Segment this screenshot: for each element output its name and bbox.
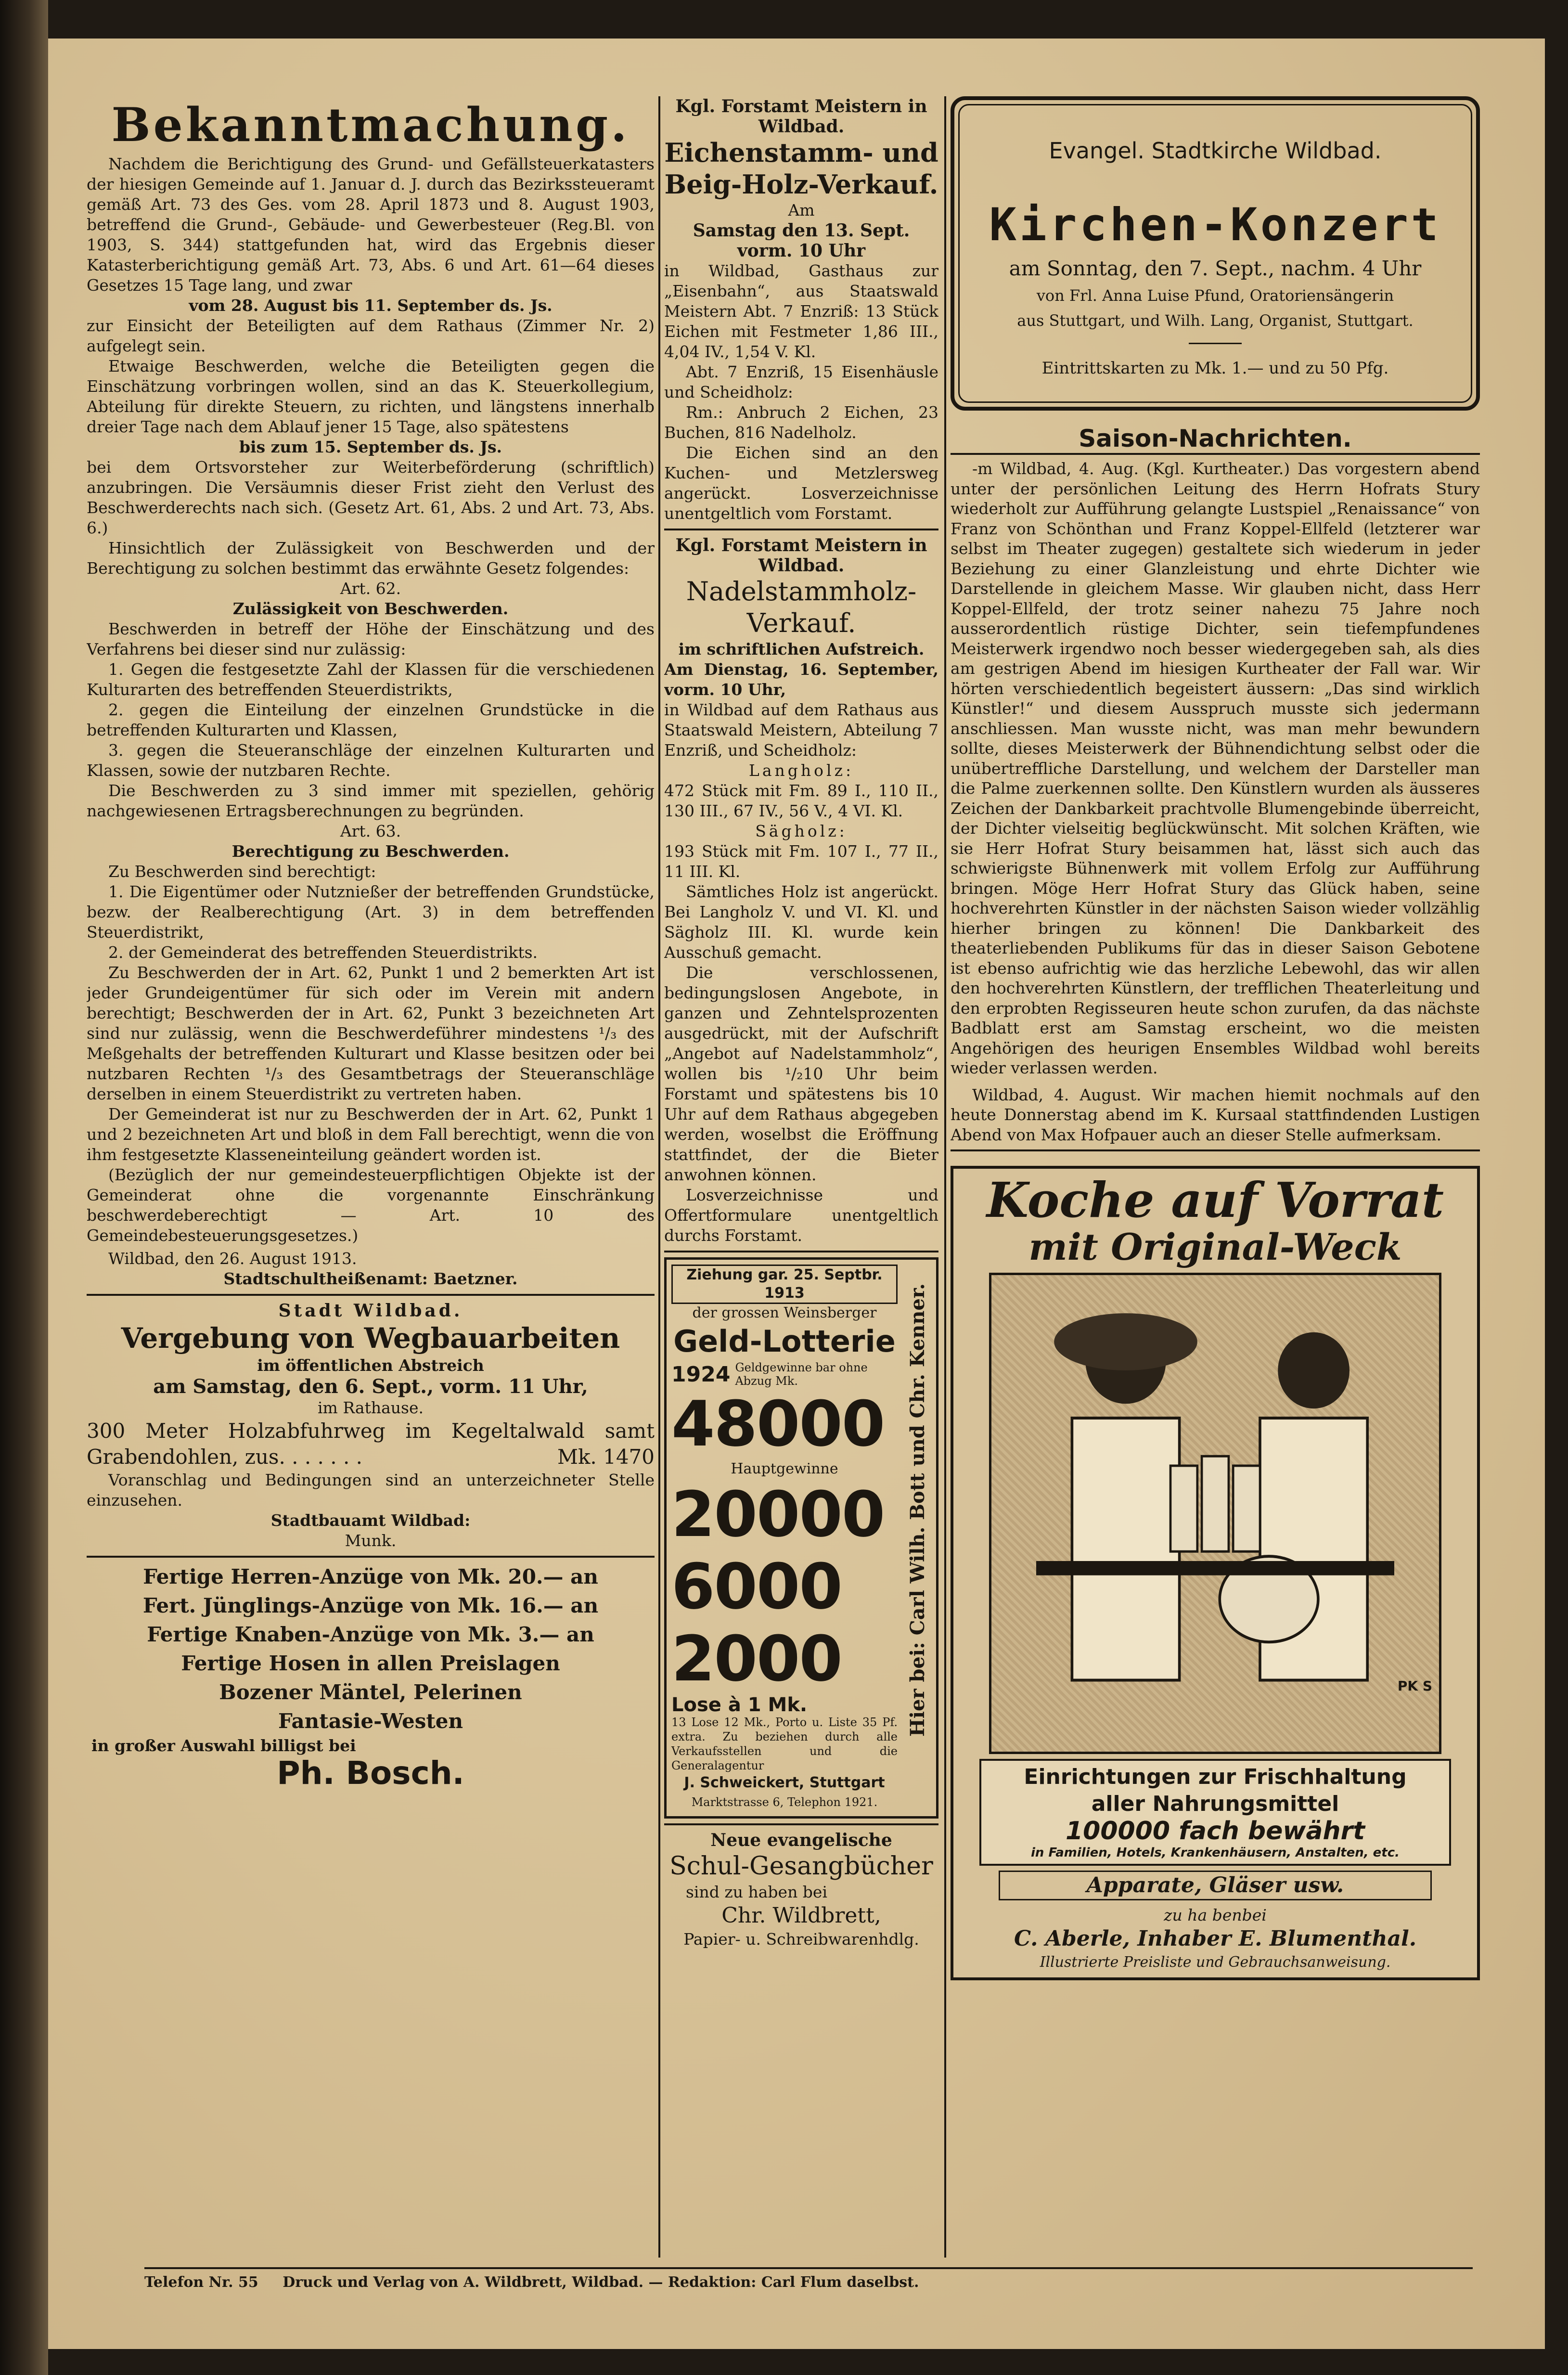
- divider: [664, 1251, 938, 1252]
- divider: [664, 529, 938, 530]
- ad-text: Die verschlossenen, bedingungslosen Angebote, in ganzen und Zehntelsprozenten ausgedrückt, mit der Aufschrift „Angebot auf Nadelstammholz“, wollen bis ¹/₂10 Uhr beim Forstamt und spätestens bis 10 Uhr auf dem Rathaus abgegeben werden, woselbst die Eröffnung stattfindet, der die Bieter anwohnen können.: [664, 963, 938, 1184]
- article-number: Art. 63.: [340, 822, 401, 840]
- concert-ad: [951, 96, 1480, 411]
- footer-telephone: Telefon Nr. 55: [144, 2274, 258, 2291]
- lottery-prize: 6000: [671, 1550, 842, 1623]
- lottery-subtitle: der grossen Weinsberger: [692, 1304, 877, 1321]
- weck-artist-mark: PK S: [1397, 1678, 1432, 1694]
- clothing-ad-line: Fertige Knaben-Anzüge von Mk. 3.— an: [147, 1623, 594, 1646]
- announcement-paragraph: Etwaige Beschwerden, welche die Beteiligten gegen die Einschätzung vorbringen wollen, sind an das K. Steuerkollegium, Abteilung für direkte Steuern, zu richten, und längstens innerhalb dreier Tage nach dem Ablauf jener 15 Tage, also spätestens: [87, 357, 655, 436]
- lottery-prize-main: 48000: [671, 1387, 885, 1460]
- weck-banner-line: 100000 fach bewährt: [1066, 1817, 1365, 1846]
- weck-banner-line: Einrichtungen zur Frischhaltung: [1024, 1765, 1407, 1789]
- ad-header: Kgl. Forstamt Meistern in Wildbad.: [675, 96, 927, 137]
- announcement-paragraph: Zu Beschwerden der in Art. 62, Punkt 1 und 2 bemerkten Art ist jeder Grundeigentümer für sich oder im Verein mit andern berechtigt; Beschwerden der in Art. 62, Punkt 3 bezeichneten Art sind nur zulässig, wenn die Beschwerdeführer mindestens ¹/₃ des Meßgehalts der betreffenden Kulturart und Klasse besitzen oder bei nutzbaren Rechten ¹/₃ des Gesamtbetrags der Steueranschläge derselben in einem Steuerdistrikt zu vertreten haben.: [87, 963, 655, 1103]
- season-news-paragraph: Wildbad, 4. August. Wir machen hiemit nochmals auf den heute Donnerstag abend im K. Kursaal stattfindenden Lustigen Abend von Max Hofpauer auch an dieser Stelle aufmerksam.: [951, 1085, 1480, 1144]
- ad-place: im Rathause.: [317, 1398, 424, 1417]
- ad-item-price: Mk. 1470: [557, 1445, 655, 1469]
- ad-subhead: Langholz:: [748, 761, 854, 780]
- ad-header: Stadt Wildbad.: [278, 1301, 463, 1321]
- lottery-title: Geld-Lotterie: [673, 1324, 896, 1359]
- weck-banner: [979, 1759, 1451, 1866]
- ad-text: Losverzeichnisse und Offertformulare unentgeltlich durchs Forstamt.: [664, 1186, 938, 1245]
- clothing-ad-line: Fantasie-Westen: [278, 1709, 463, 1733]
- ad-date: am Samstag, den 6. Sept., vorm. 11 Uhr,: [153, 1375, 588, 1398]
- lottery-prize: 2000: [671, 1622, 842, 1695]
- divider: [951, 1149, 1480, 1151]
- ad-text: Die Eichen sind an den Kuchen- und Metzlersweg angerückt. Losverzeichnisse unentgeltlich vom Forstamt.: [664, 443, 938, 523]
- season-news-title: Saison-Nachrichten.: [1079, 425, 1352, 452]
- weck-banner-line: in Familien, Hotels, Krankenhäusern, Anstalten, etc.: [1030, 1846, 1400, 1860]
- article-number: Art. 62.: [340, 579, 401, 598]
- announcement-paragraph: zur Einsicht der Beteiligten auf dem Rathaus (Zimmer Nr. 2) aufgelegt sein.: [87, 316, 655, 355]
- clothing-ad-line: Fertige Herren-Anzüge von Mk. 20.— an: [143, 1565, 598, 1588]
- ad-signature: Stadtbauamt Wildbad:: [270, 1511, 471, 1530]
- ad-title: Vergebung von Wegbauarbeiten: [121, 1322, 620, 1355]
- divider: [951, 453, 1480, 455]
- list-item: 1. Gegen die festgesetzte Zahl der Klassen für die verschiedenen Kulturarten des betreffenden Steuerdistrikts,: [87, 660, 655, 699]
- announcement-deadline: bis zum 15. September ds. Js.: [239, 438, 502, 456]
- ad-item: [87, 1418, 655, 1470]
- ad-text: Rm.: Anbruch 2 Eichen, 23 Buchen, 816 Nadelholz.: [664, 403, 938, 442]
- shop-type: Papier- u. Schreibwarenhdlg.: [683, 1930, 919, 1949]
- season-news-paragraph: -m Wildbad, 4. Aug. (Kgl. Kurtheater.) Das vorgestern abend unter der persönlichen Leitung des Herrn Hofrats Stury wiederholt zur Aufführung gelangte Lustspiel „Renaissance“ von Franz von Schönthan und Franz Koppel-Ellfeld (letzterer war selbst im Theater zugegen) gestaltete sich wiederum in jeder Beziehung zu einer Glanzleistung und ehrte Dichter wie Darstellende in gleichem Masse. Wir glauben nicht, dass Herr Koppel-Ellfeld, der trotz seiner nahezu 75 Jahre noch ausserordentlich rüstige Dichter, sein tiefempfundenes Meisterwerk irgendwo noch besser wiedergegeben sah, als dies am gestrigen Abend im hiesigen Kurtheater der Fall war. Wir hörten verschiedentlich begeistert äussern: „Das sind wirklich Künstler!“ und diesem Ausspruch musste sich jedermann anschliessen. Man wusste nicht, was man mehr bewundern sollte, dieses Meisterwerk der Bühnendichtung selbst oder die unübertreffliche Darstellung, und welchem der Darsteller man die Palme zuerkennen sollte. Den Künstlern wurden als äusseres Zeichen der Dankbarkeit prachtvolle Blumengebinde überreicht, der Dichter vielseitig beglückwünscht. Mit solchen Kräften, wie sie Herr Hofrat Stury beisammen hat, lässt sich auch das schwierigste Bühnenwerk mit vollem Erfolg zur Aufführung bringen. Möge Herr Hofrat Stury das Glück haben, seine hochverehrten Künstler in der nächsten Saison wieder vollzählig hierher bringen zu können! Die Dankbarkeit des theaterliebenden Publikums für das in dieser Saison Gebotene ist ebenso aufrichtig wie das herzliche Lebewohl, das wir allen den hochverehrten Künstlern, der trefflichen Theaterleitung und den erprobten Regisseuren heute schon zurufen, da das nächste Badblatt erst am Samstag erscheint, wo die meisten Angehörigen des heurigen Ensembles Wildbad wohl bereits wieder verlassen werden.: [951, 459, 1480, 1077]
- ad-text: 472 Stück mit Fm. 89 I., 110 II., 130 III., 67 IV., 56 V., 4 VI. Kl.: [664, 781, 938, 820]
- section-heading: Berechtigung zu Beschwerden.: [231, 842, 510, 861]
- lottery-side-text: Hier bei: Carl Wilh. Bott und Chr. Kenner.: [906, 1283, 929, 1737]
- list-item: 3. gegen die Steueranschläge der einzelnen Kulturarten und Klassen, sowie der nutzbaren Rechte.: [87, 741, 655, 780]
- lottery-ad: [664, 1257, 938, 1819]
- list-item: 2. gegen die Einteilung der einzelnen Grundstücke in die betreffenden Kulturarten und Klassen,: [87, 700, 655, 739]
- divider: [87, 1556, 655, 1558]
- ad-subtitle: im schriftlichen Aufstreich.: [678, 640, 925, 658]
- lottery-ticket-price: Lose à 1 Mk.: [671, 1694, 808, 1716]
- lottery-draw-date: Ziehung gar. 25. Septbr. 1913: [671, 1265, 898, 1304]
- ad-text: 193 Stück mit Fm. 107 I., 77 II., 11 III. Kl.: [664, 842, 938, 881]
- lottery-ticket-info: 13 Lose 12 Mk., Porto u. Liste 35 Pf. extra. Zu beziehen durch alle Verkaufsstellen und die Generalagentur: [671, 1716, 898, 1772]
- clothing-ad-line: Bozener Mäntel, Pelerinen: [219, 1680, 522, 1704]
- weck-illustration: [989, 1273, 1441, 1754]
- ad-item-text: 300 Meter Holzabfuhrweg im Kegeltalwald samt Grabendohlen, zus. . . . . . .: [87, 1419, 655, 1469]
- lottery-address: Marktstrasse 6, Telephon 1921.: [691, 1795, 878, 1809]
- clothing-ad-note: in großer Auswahl billigst bei: [91, 1736, 356, 1755]
- ad-header: Neue evangelische: [710, 1830, 892, 1850]
- announcement-title: Bekanntmachung.: [111, 98, 630, 152]
- signature-date: Wildbad, den 26. August 1913.: [108, 1249, 357, 1268]
- weck-subtitle: mit Original-Weck: [1028, 1226, 1402, 1268]
- weck-dealer: C. Aberle, Inhaber E. Blumenthal.: [1014, 1926, 1417, 1951]
- ad-header: Kgl. Forstamt Meistern in Wildbad.: [675, 535, 927, 576]
- column-1: [87, 96, 655, 1791]
- divider: [664, 1823, 938, 1825]
- column-divider-1: [658, 96, 660, 2258]
- announcement-paragraph: Beschwerden in betreff der Höhe der Einschätzung und des Verfahrens bei dieser sind nur zulässig:: [87, 620, 655, 658]
- ad-title: Nadelstammholz-Verkauf.: [686, 576, 917, 638]
- ad-title: Eichenstamm- und Beig-Holz-Verkauf.: [664, 137, 938, 200]
- weck-apparatus: Apparate, Gläser usw.: [999, 1871, 1432, 1900]
- page-binding-edge: [0, 0, 48, 2375]
- lottery-note: Geldgewinne bar ohne Abzug Mk.: [735, 1361, 868, 1388]
- ad-text: in Wildbad auf dem Rathaus aus Staatswald Meistern, Abteilung 7 Enzriß, und Scheidholz:: [664, 700, 938, 760]
- weck-ad: [951, 1166, 1480, 1980]
- lottery-note: Hauptgewinne: [731, 1460, 838, 1477]
- ad-subtitle: im öffentlichen Abstreich: [257, 1356, 484, 1375]
- footer-imprint: Druck und Verlag von A. Wildbrett, Wildbad. — Redaktion: Carl Flum daselbst.: [283, 2274, 919, 2291]
- weck-pricelist: Illustrierte Preisliste und Gebrauchsanweisung.: [1040, 1954, 1391, 1971]
- list-item: 1. Die Eigentümer oder Nutznießer der betreffenden Grundstücke, bezw. der Realberechtigung (Art. 3) in dem betreffenden Steuerdistrikt,: [87, 882, 655, 942]
- ad-date: Am Dienstag, 16. September, vorm. 10 Uhr,: [664, 660, 938, 699]
- ad-date: Samstag den 13. Sept. vorm. 10 Uhr: [693, 220, 910, 261]
- list-item: 2. der Gemeinderat des betreffenden Steuerdistrikts.: [108, 943, 538, 962]
- ad-text: Am: [788, 201, 815, 219]
- announcement-paragraph: bei dem Ortsvorsteher zur Weiterbeförderung (schriftlich) anzubringen. Die Versäumnis dieser Frist zieht den Verlust des Beschwerderechts nach sich. (Gesetz Art. 61, Abs. 2 und Art. 73, Abs. 6.): [87, 458, 655, 537]
- concert-header: Evangel. Stadtkirche Wildbad.: [1049, 138, 1382, 164]
- concert-price: Eintrittskarten zu Mk. 1.— und zu 50 Pfg.: [1041, 359, 1389, 378]
- lottery-count: 1924: [671, 1362, 731, 1387]
- ad-text: Abt. 7 Enzriß, 15 Eisenhäusle und Scheidholz:: [664, 362, 938, 401]
- concert-title: Kirchen-Konzert: [989, 199, 1441, 251]
- announcement-paragraph: Der Gemeinderat ist nur zu Beschwerden der in Art. 62, Punkt 1 und 2 bezeichneten Art und bloß in dem Fall berechtigt, wenn die von ihm festgesetzte Klasseneinteilung geändert worden ist.: [87, 1105, 655, 1164]
- ad-signature-name: Munk.: [345, 1531, 397, 1550]
- ad-subhead: Sägholz:: [755, 822, 848, 840]
- concert-date: am Sonntag, den 7. Sept., nachm. 4 Uhr: [1009, 257, 1422, 280]
- announcement-paragraph: Hinsichtlich der Zulässigkeit von Beschwerden und der Berechtigung zu solchen bestimmt das erwähnte Gesetz folgendes:: [87, 539, 655, 578]
- signature-office: Stadtschultheißenamt: Baetzner.: [223, 1269, 518, 1288]
- clothing-ad-line: Fertige Hosen in allen Preislagen: [181, 1652, 560, 1675]
- ad-text: in Wildbad, Gasthaus zur „Eisenbahn“, aus Staatswald Meistern Abt. 7 Enzriß: 13 Stück Eichen mit Festmeter 1,86 III., 4,04 IV., 1,54 V. Kl.: [664, 261, 938, 361]
- announcement-paragraph: Die Beschwerden zu 3 sind immer mit speziellen, gehörig nachgewiesenen Ertragsberechnungen zu begründen.: [87, 781, 655, 820]
- divider: [87, 1294, 655, 1296]
- column-3: [951, 96, 1480, 1980]
- announcement-paragraph: (Bezüglich der nur gemeindesteuerpflichtigen Objekte ist der Gemeinderat ohne die vorgenannte Einschränkung beschwerdeberechtigt — Art. 10 des Gemeindebesteuerungsgesetzes.): [87, 1165, 655, 1245]
- clothing-ad-line: Fert. Jünglings-Anzüge von Mk. 16.— an: [142, 1594, 599, 1617]
- ad-note: Voranschlag und Bedingungen sind an unterzeichneter Stelle einzusehen.: [87, 1471, 655, 1510]
- column-2: [664, 96, 938, 1949]
- lottery-prize: 20000: [671, 1478, 885, 1551]
- weck-title: Koche auf Vorrat: [986, 1172, 1444, 1228]
- ad-title: Schul-Gesangbücher: [669, 1852, 933, 1881]
- page-footer: [144, 2267, 1473, 2291]
- section-heading: Zulässigkeit von Beschwerden.: [232, 599, 509, 618]
- ad-text: sind zu haben bei: [686, 1883, 828, 1901]
- lottery-agent: J. Schweickert, Stuttgart: [684, 1774, 885, 1791]
- clothing-ad-shop: Ph. Bosch.: [277, 1755, 464, 1791]
- concert-performers: von Frl. Anna Luise Pfund, Oratoriensängerin: [1036, 286, 1394, 305]
- column-divider-2: [944, 96, 946, 2258]
- announcement-date-range: vom 28. August bis 11. September ds. Js.: [189, 296, 553, 315]
- divider: [1189, 343, 1242, 344]
- announcement-paragraph: Zu Beschwerden sind berechtigt:: [108, 862, 376, 881]
- concert-performers: aus Stuttgart, und Wilh. Lang, Organist, Stuttgart.: [1017, 311, 1414, 330]
- weck-available: zu ha benbei: [1164, 1906, 1267, 1924]
- ad-text: Sämtliches Holz ist angerückt. Bei Langholz V. und VI. Kl. und Sägholz III. Kl. wurde kein Ausschuß gemacht.: [664, 882, 938, 962]
- weck-banner-line: aller Nahrungsmittel: [1091, 1792, 1339, 1816]
- shop-name: Chr. Wildbrett,: [721, 1903, 881, 1928]
- announcement-paragraph: Nachdem die Berichtigung des Grund- und Gefällsteuerkatasters der hiesigen Gemeinde auf 1. Januar d. J. durch das Bezirkssteueramt gemäß Art. 73 des Ges. vom 28. April 1873 und 8. August 1903, betreffend die Grund-, Gebäude- und Gewerbesteuer (Reg.Bl. von 1903, S. 344) stattgefunden hat, wird das Ergebnis dieser Katasterberichtigung gemäß Art. 73, Abs. 6 und Art. 61—64 dieses Gesetzes 15 Tage lang, und zwar: [87, 155, 655, 295]
- cooking-women-illustration: [991, 1275, 1439, 1752]
